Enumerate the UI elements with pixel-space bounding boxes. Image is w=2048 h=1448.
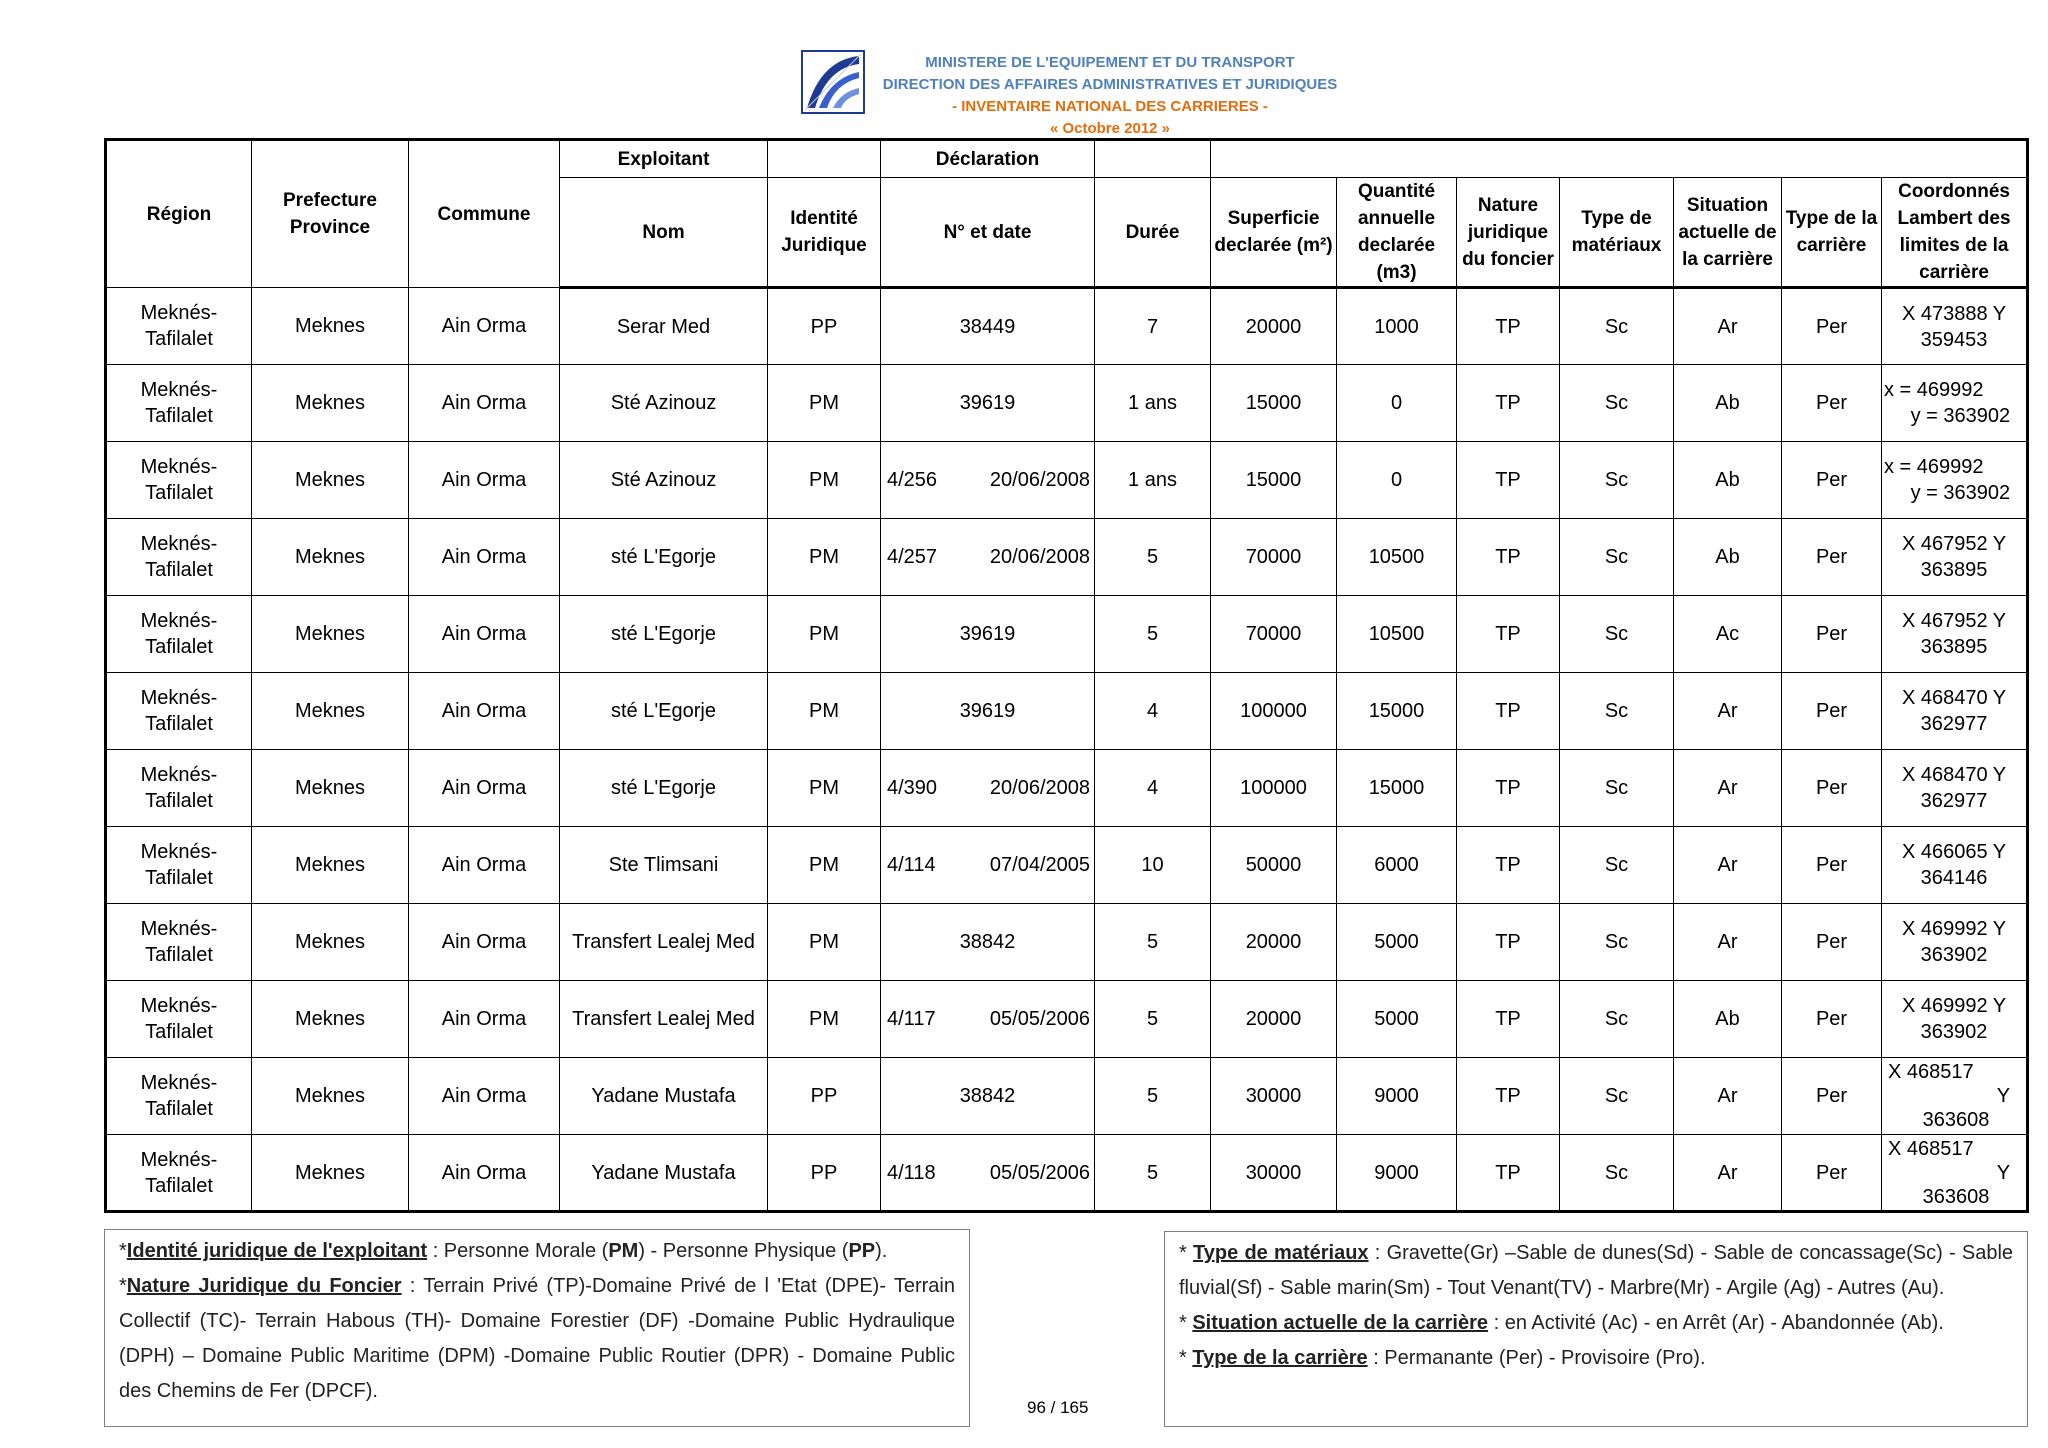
col-nom: Nom [560,178,768,288]
cell-commune: Ain Orma [409,442,560,519]
cell-type-carriere: Per [1782,981,1882,1058]
cell-quantite: 5000 [1337,904,1457,981]
coord-x: X 466065 Y [1901,841,2007,863]
cell-type-carriere: Per [1782,1058,1882,1135]
cell-identite: PM [768,673,881,750]
cell-type-carriere: Per [1782,673,1882,750]
coord-x: X 468470 Y [1901,764,2007,786]
cell-region: Meknés-Tafilalet [106,1058,252,1135]
cell-nom: Serar Med [560,288,768,365]
decl-date: 05/05/2006 [989,1008,1090,1030]
cell-quantite: 6000 [1337,827,1457,904]
cell-type-materiaux: Sc [1560,904,1674,981]
cell-nature: TP [1457,827,1560,904]
cell-nom: Ste Tlimsani [560,827,768,904]
cell-type-materiaux: Sc [1560,442,1674,519]
cell-coordonnees [1882,750,2028,827]
quarry-table [104,138,2029,1213]
coord-y: 364146 [1920,867,1988,889]
cell-declaration: 39619 [881,596,1095,673]
cell-duree: 5 [1095,1135,1211,1212]
cell-declaration [881,750,1095,827]
cell-declaration [881,519,1095,596]
legend-type-carriere: * Type de la carrière : Permanante (Per) - Provisoire (Pro). [1179,1347,1706,1369]
cell-type-carriere: Per [1782,365,1882,442]
decl-number: 4/256 [887,469,938,491]
cell-type-materiaux: Sc [1560,673,1674,750]
cell-situation: Ar [1674,288,1782,365]
table-row [106,981,2028,1058]
col-quantite: Quantité annuelle declarée (m3) [1337,178,1457,288]
coord-y-label: Y [1996,1161,2011,1184]
coord-y: 363895 [1920,636,1988,658]
group-blank-1 [768,140,881,178]
cell-superficie: 15000 [1211,442,1337,519]
cell-declaration: 38842 [881,904,1095,981]
cell-region: Meknés-Tafilalet [106,442,252,519]
cell-region: Meknés-Tafilalet [106,1135,252,1212]
coord-y: 363608 [1922,1109,1990,1131]
cell-prefecture: Meknes [252,981,409,1058]
decl-number: 4/257 [887,546,938,568]
cell-prefecture: Meknes [252,596,409,673]
cell-nature: TP [1457,1058,1560,1135]
cell-region: Meknés-Tafilalet [106,288,252,365]
cell-type-materiaux: Sc [1560,1135,1674,1212]
coord-x: X 473888 Y [1901,302,2007,325]
legend-identite: *Identité juridique de l'exploitant : Personne Morale (PM) - Personne Physique (PP). [119,1240,888,1262]
legend-situation: * Situation actuelle de la carrière : en Activité (Ac) - en Arrêt (Ar) - Abandonnée (Ab). [1179,1312,1944,1334]
cell-quantite: 1000 [1337,288,1457,365]
legend-type-materiaux: * Type de matériaux : Gravette(Gr) –Sable de dunes(Sd) - Sable de concassage(Sc) - Sable fluvial(Sf) - Sable marin(Sm) - Tout Venant(TV) - Marbre(Mr) - Argile (Ag) - Autres (Au). [1179,1242,2014,1299]
table-row [106,827,2028,904]
cell-prefecture: Meknes [252,673,409,750]
cell-commune: Ain Orma [409,365,560,442]
cell-nom: Sté Azinouz [560,442,768,519]
cell-superficie: 70000 [1211,596,1337,673]
coord-x: X 469992 Y [1901,918,2007,940]
cell-commune: Ain Orma [409,1058,560,1135]
cell-coordonnees [1882,1058,2028,1135]
cell-nom: Yadane Mustafa [560,1135,768,1212]
cell-identite: PP [768,288,881,365]
cell-nature: TP [1457,750,1560,827]
group-blank-3 [1211,140,2028,178]
cell-type-carriere: Per [1782,519,1882,596]
cell-commune: Ain Orma [409,904,560,981]
cell-situation: Ab [1674,442,1782,519]
table-row [106,673,2028,750]
cell-coordonnees [1882,904,2028,981]
header-text [860,52,1360,140]
cell-duree: 7 [1095,288,1211,365]
cell-region: Meknés-Tafilalet [106,981,252,1058]
cell-nature: TP [1457,365,1560,442]
cell-superficie: 30000 [1211,1058,1337,1135]
cell-region: Meknés-Tafilalet [106,827,252,904]
cell-quantite: 10500 [1337,519,1457,596]
decl-date: 20/06/2008 [989,469,1090,491]
coord-x: x = 469992 [1884,379,1984,401]
decl-number: 4/117 [887,1008,936,1030]
cell-declaration: 38449 [881,288,1095,365]
table-row [106,750,2028,827]
cell-region: Meknés-Tafilalet [106,519,252,596]
cell-region: Meknés-Tafilalet [106,596,252,673]
cell-nom: sté L'Egorje [560,673,768,750]
decl-number: 4/114 [887,854,936,876]
cell-nom: sté L'Egorje [560,750,768,827]
cell-coordonnees [1882,596,2028,673]
col-type-materiaux: Type de matériaux [1560,178,1674,288]
cell-prefecture: Meknes [252,827,409,904]
cell-type-carriere: Per [1782,904,1882,981]
cell-quantite: 9000 [1337,1135,1457,1212]
cell-quantite: 9000 [1337,1058,1457,1135]
cell-type-carriere: Per [1782,827,1882,904]
cell-type-carriere: Per [1782,1135,1882,1212]
cell-coordonnees [1882,365,2028,442]
cell-coordonnees [1882,519,2028,596]
table-row [106,596,2028,673]
cell-type-materiaux: Sc [1560,750,1674,827]
cell-identite: PP [768,1058,881,1135]
cell-nature: TP [1457,904,1560,981]
cell-duree: 5 [1095,981,1211,1058]
col-nature: Nature juridique du foncier [1457,178,1560,288]
cell-region: Meknés-Tafilalet [106,904,252,981]
legend-nature: *Nature Juridique du Foncier : Terrain Privé (TP)-Domaine Privé de l 'Etat (DPE)- Terrain Collectif (TC)- Terrain Habous (TH)- Domaine Forestier (DF) -Domaine Public Hydraulique (DPH) – Domaine Public Maritime (DPM) -Domaine Public Routier (DPR) - Domaine Public des Chemins de Fer (DPCF). [119,1275,955,1402]
cell-situation: Ab [1674,519,1782,596]
col-prefecture: Prefecture Province [252,140,409,288]
table-row [106,442,2028,519]
cell-type-materiaux: Sc [1560,519,1674,596]
coord-y: 359453 [1920,328,1988,351]
document-header [0,48,2048,148]
table-row [106,1058,2028,1135]
coord-y: 363902 [1920,1021,1988,1043]
cell-superficie: 15000 [1211,365,1337,442]
cell-region: Meknés-Tafilalet [106,750,252,827]
cell-quantite: 10500 [1337,596,1457,673]
cell-commune: Ain Orma [409,288,560,365]
cell-quantite: 15000 [1337,673,1457,750]
cell-nom: Transfert Lealej Med [560,904,768,981]
cell-identite: PM [768,519,881,596]
col-type-carriere: Type de la carrière [1782,178,1882,288]
coord-y-label: Y [1996,1085,2011,1107]
cell-situation: Ar [1674,827,1782,904]
cell-commune: Ain Orma [409,1135,560,1212]
cell-superficie: 70000 [1211,519,1337,596]
cell-type-carriere: Per [1782,442,1882,519]
ministry-title: MINISTERE DE L'EQUIPEMENT ET DU TRANSPORT [925,54,1295,71]
cell-type-materiaux: Sc [1560,288,1674,365]
cell-situation: Ab [1674,981,1782,1058]
cell-prefecture: Meknes [252,1135,409,1212]
table-row [106,904,2028,981]
group-declaration: Déclaration [881,140,1095,178]
cell-prefecture: Meknes [252,750,409,827]
cell-duree: 1 ans [1095,365,1211,442]
col-declaration: N° et date [881,178,1095,288]
cell-superficie: 20000 [1211,904,1337,981]
coord-y: y = 363902 [1910,405,2011,427]
cell-identite: PM [768,596,881,673]
cell-nature: TP [1457,288,1560,365]
table-body [106,288,2028,1212]
cell-commune: Ain Orma [409,981,560,1058]
cell-declaration: 38842 [881,1058,1095,1135]
cell-nature: TP [1457,596,1560,673]
cell-situation: Ar [1674,1058,1782,1135]
cell-superficie: 30000 [1211,1135,1337,1212]
decl-date: 07/04/2005 [989,854,1090,876]
coord-x: X 467952 Y [1901,610,2007,632]
cell-type-materiaux: Sc [1560,827,1674,904]
cell-situation: Ar [1674,904,1782,981]
legend-right [1164,1231,2028,1427]
cell-prefecture: Meknes [252,519,409,596]
coord-y: 362977 [1920,790,1988,812]
direction-title: DIRECTION DES AFFAIRES ADMINISTRATIVES ET JURIDIQUES [882,76,1338,93]
cell-nature: TP [1457,1135,1560,1212]
cell-coordonnees [1882,827,2028,904]
cell-superficie: 100000 [1211,750,1337,827]
coord-x: X 469992 Y [1901,995,2007,1017]
cell-type-materiaux: Sc [1560,981,1674,1058]
col-commune: Commune [409,140,560,288]
cell-commune: Ain Orma [409,519,560,596]
cell-identite: PM [768,365,881,442]
cell-identite: PM [768,904,881,981]
cell-type-materiaux: Sc [1560,596,1674,673]
cell-type-carriere: Per [1782,750,1882,827]
inventory-title: - INVENTAIRE NATIONAL DES CARRIERES - [952,98,1268,115]
cell-prefecture: Meknes [252,288,409,365]
cell-quantite: 0 [1337,442,1457,519]
cell-nom: Sté Azinouz [560,365,768,442]
decl-number: 4/390 [887,777,938,799]
cell-quantite: 15000 [1337,750,1457,827]
cell-identite: PM [768,750,881,827]
cell-prefecture: Meknes [252,904,409,981]
cell-duree: 10 [1095,827,1211,904]
cell-coordonnees [1882,1135,2028,1212]
table-row [106,288,2028,365]
cell-duree: 5 [1095,904,1211,981]
cell-coordonnees [1882,288,2028,365]
table-row [106,365,2028,442]
legend-left [104,1229,970,1427]
cell-duree: 1 ans [1095,442,1211,519]
coord-x: x = 469992 [1884,456,1984,478]
cell-nature: TP [1457,519,1560,596]
group-exploitant: Exploitant [560,140,768,178]
table-row [106,519,2028,596]
cell-duree: 5 [1095,1058,1211,1135]
coord-y: 363902 [1920,944,1988,966]
cell-situation: Ar [1674,1135,1782,1212]
col-coordonnees: Coordonnés Lambert des limites de la carrière [1882,178,2028,288]
cell-type-carriere: Per [1782,288,1882,365]
cell-commune: Ain Orma [409,827,560,904]
cell-quantite: 5000 [1337,981,1457,1058]
group-blank-2 [1095,140,1211,178]
table-row [106,1135,2028,1212]
cell-declaration: 39619 [881,673,1095,750]
cell-nature: TP [1457,673,1560,750]
cell-situation: Ar [1674,750,1782,827]
cell-type-materiaux: Sc [1560,365,1674,442]
cell-region: Meknés-Tafilalet [106,673,252,750]
cell-coordonnees [1882,673,2028,750]
cell-identite: PM [768,827,881,904]
cell-nature: TP [1457,442,1560,519]
cell-duree: 4 [1095,750,1211,827]
cell-declaration [881,442,1095,519]
cell-declaration [881,981,1095,1058]
cell-nom: Yadane Mustafa [560,1058,768,1135]
cell-nom: sté L'Egorje [560,596,768,673]
coord-x: X 468517 [1888,1061,1974,1083]
coord-x: X 468517 [1888,1137,1974,1160]
coord-x: X 467952 Y [1901,533,2007,555]
cell-declaration [881,827,1095,904]
group-header-row [106,140,2028,178]
cell-nom: Transfert Lealej Med [560,981,768,1058]
coord-y: 362977 [1920,713,1988,735]
col-situation: Situation actuelle de la carrière [1674,178,1782,288]
cell-situation: Ac [1674,596,1782,673]
cell-commune: Ain Orma [409,750,560,827]
cell-superficie: 50000 [1211,827,1337,904]
cell-superficie: 100000 [1211,673,1337,750]
cell-type-carriere: Per [1782,596,1882,673]
cell-superficie: 20000 [1211,288,1337,365]
cell-identite: PM [768,981,881,1058]
cell-declaration: 39619 [881,365,1095,442]
cell-nature: TP [1457,981,1560,1058]
cell-identite: PP [768,1135,881,1212]
cell-situation: Ab [1674,365,1782,442]
cell-superficie: 20000 [1211,981,1337,1058]
decl-date: 20/06/2008 [989,777,1090,799]
coord-y: 363895 [1920,559,1988,581]
cell-nom: sté L'Egorje [560,519,768,596]
cell-declaration [881,1135,1095,1212]
cell-type-materiaux: Sc [1560,1058,1674,1135]
decl-date: 05/05/2006 [989,1161,1090,1184]
decl-date: 20/06/2008 [989,546,1090,568]
cell-prefecture: Meknes [252,1058,409,1135]
page-number: 96 / 165 [1027,1398,1089,1417]
coord-y: 363608 [1922,1185,1990,1208]
cell-identite: PM [768,442,881,519]
cell-coordonnees [1882,981,2028,1058]
col-identite: Identité Juridique [768,178,881,288]
ministry-logo-icon [801,50,865,114]
cell-prefecture: Meknes [252,442,409,519]
cell-commune: Ain Orma [409,596,560,673]
cell-coordonnees [1882,442,2028,519]
cell-duree: 5 [1095,519,1211,596]
col-duree: Durée [1095,178,1211,288]
col-region: Région [106,140,252,288]
cell-region: Meknés-Tafilalet [106,365,252,442]
cell-duree: 4 [1095,673,1211,750]
decl-number: 4/118 [887,1161,936,1184]
date-title: « Octobre 2012 » [1049,120,1171,137]
cell-situation: Ar [1674,673,1782,750]
cell-duree: 5 [1095,596,1211,673]
cell-commune: Ain Orma [409,673,560,750]
cell-quantite: 0 [1337,365,1457,442]
cell-prefecture: Meknes [252,365,409,442]
coord-x: X 468470 Y [1901,687,2007,709]
coord-y: y = 363902 [1910,482,2011,504]
col-superficie: Superficie declarée (m²) [1211,178,1337,288]
